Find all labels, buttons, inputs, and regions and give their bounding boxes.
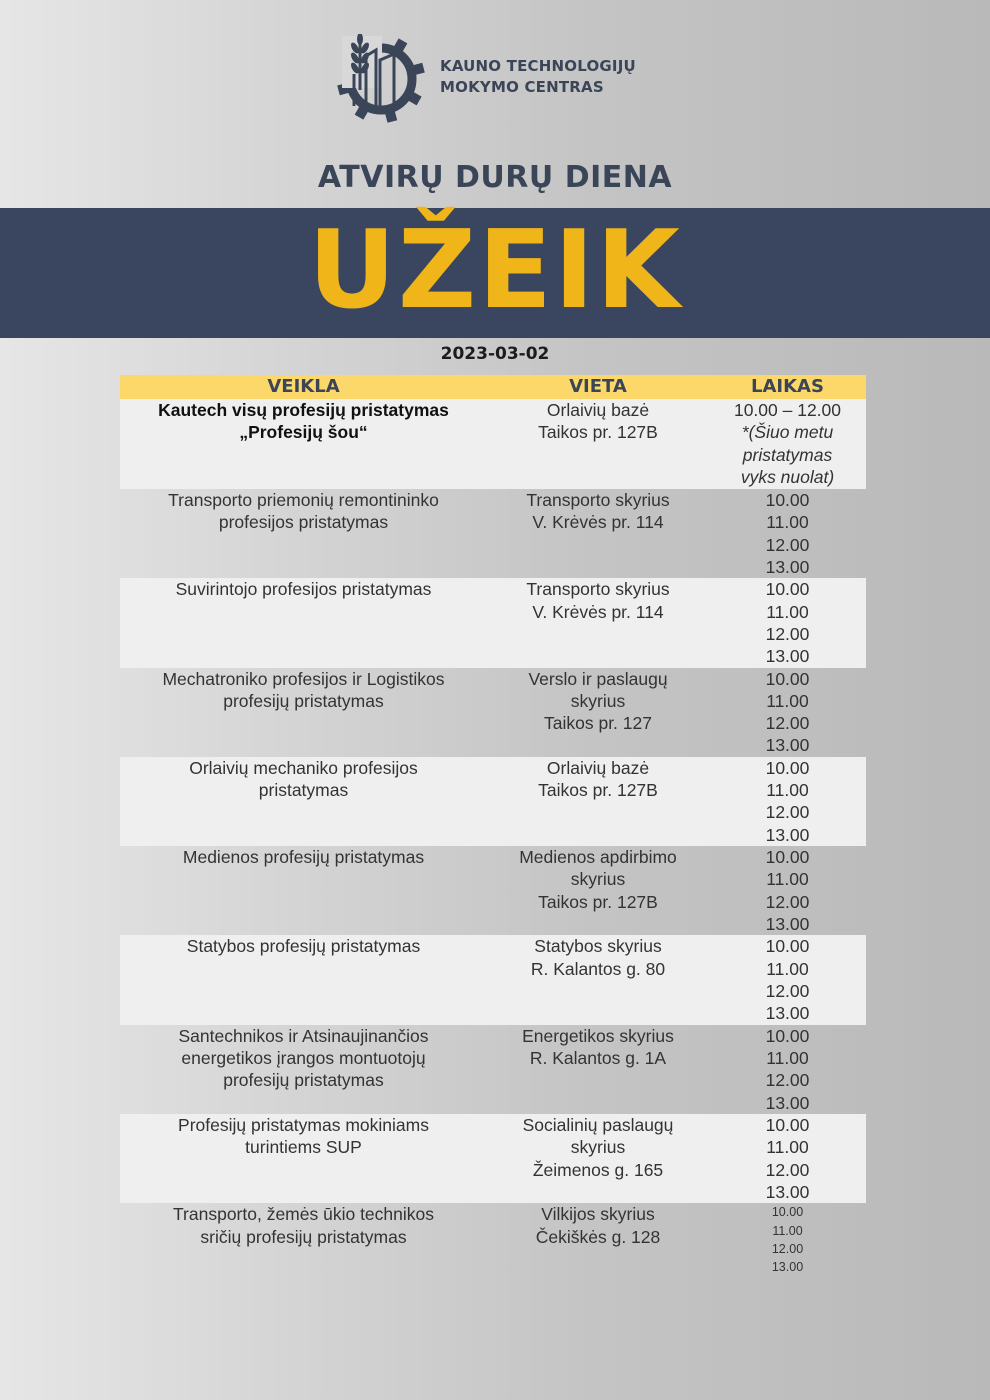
table-row: [120, 1025, 866, 1114]
time-cell: 10.00 11.00 12.00 13.00: [765, 668, 810, 756]
place-cell: Statybos skyrius R. Kalantos g. 80: [487, 935, 709, 1024]
place-cell: Transporto skyrius V. Krėvės pr. 114: [526, 490, 670, 533]
activity-cell: Suvirintojo profesijos pristatymas: [120, 578, 487, 667]
place-cell: Verslo ir paslaugų skyrius Taikos pr. 127: [528, 668, 668, 734]
activity-cell: Medienos profesijų pristatymas: [182, 847, 425, 868]
logo-line-1: KAUNO TECHNOLOGIJŲ: [440, 57, 636, 75]
table-row: [120, 399, 866, 489]
table-header-row: [120, 375, 866, 399]
place-cell: Medienos apdirbimo skyrius Taikos pr. 127B: [519, 847, 677, 912]
activity-cell: Kautech visų profesijų pristatymas „Profesijų šou“: [120, 399, 487, 489]
place-cell: Orlaivių bazė Taikos pr. 127B: [487, 757, 709, 846]
event-date: 2023-03-02: [440, 344, 550, 364]
table-row: [120, 668, 866, 757]
gear-wheat-logo-icon: [336, 34, 426, 124]
time-cell: 10.00 11.00 12.00 13.00: [709, 578, 866, 667]
logo-line-2: MOKYMO CENTRAS: [440, 78, 604, 96]
header-activity: VEIKLA: [120, 375, 487, 399]
event-title: UŽEIK: [308, 208, 682, 333]
activity-cell: Transporto priemonių remontininko profesijos pristatymas: [168, 490, 439, 533]
event-subtitle: ATVIRŲ DURŲ DIENA: [317, 160, 673, 195]
activity-cell: Santechnikos ir Atsinaujinančios energetikos įrangos montuotojų profesijų pristatymas: [178, 1025, 429, 1091]
activity-cell: Transporto, žemės ūkio technikos sričių profesijų pristatymas: [173, 1204, 434, 1247]
time-cell: 10.00 11.00 12.00 13.00: [709, 935, 866, 1024]
header-time: LAIKAS: [709, 375, 866, 399]
time-cell: 10.00 11.00 12.00 13.00: [765, 490, 810, 577]
activity-cell: Profesijų pristatymas mokiniams turintiems SUP: [120, 1114, 487, 1203]
activity-cell: Orlaivių mechaniko profesijos pristatymas: [120, 757, 487, 846]
time-cell: 10.00 11.00 12.00 13.00: [709, 757, 866, 846]
place-cell: Transporto skyrius V. Krėvės pr. 114: [487, 578, 709, 667]
time-cell: 10.00 11.00 12.00 13.00: [771, 1205, 804, 1274]
table-row: [120, 1203, 866, 1292]
place-cell: Orlaivių bazė Taikos pr. 127B: [487, 399, 709, 489]
time-cell: 10.00 – 12.00 *(Šiuo metu pristatymas vyks nuolat): [709, 399, 866, 489]
table-row: [120, 489, 866, 578]
table-row: [120, 757, 866, 846]
table-row: [120, 935, 866, 1024]
table-row: [120, 1114, 866, 1203]
table-row: [120, 846, 866, 935]
place-cell: Vilkijos skyrius Čekiškės g. 128: [535, 1204, 661, 1247]
activity-cell: Mechatroniko profesijos ir Logistikos profesijų pristatymas: [162, 668, 445, 711]
activity-cell: Statybos profesijų pristatymas: [120, 935, 487, 1024]
time-cell: 10.00 11.00 12.00 13.00: [765, 1025, 810, 1113]
place-cell: Socialinių paslaugų skyrius Žeimenos g. 165: [487, 1114, 709, 1203]
header-place: VIETA: [487, 375, 709, 399]
logo-text: [440, 56, 636, 98]
time-cell: 10.00 11.00 12.00 13.00: [765, 847, 810, 935]
time-cell: 10.00 11.00 12.00 13.00: [709, 1114, 866, 1203]
logo: [336, 34, 656, 124]
place-cell: Energetikos skyrius R. Kalantos g. 1A: [522, 1025, 674, 1069]
schedule-table: [120, 375, 866, 1293]
table-row: [120, 578, 866, 667]
